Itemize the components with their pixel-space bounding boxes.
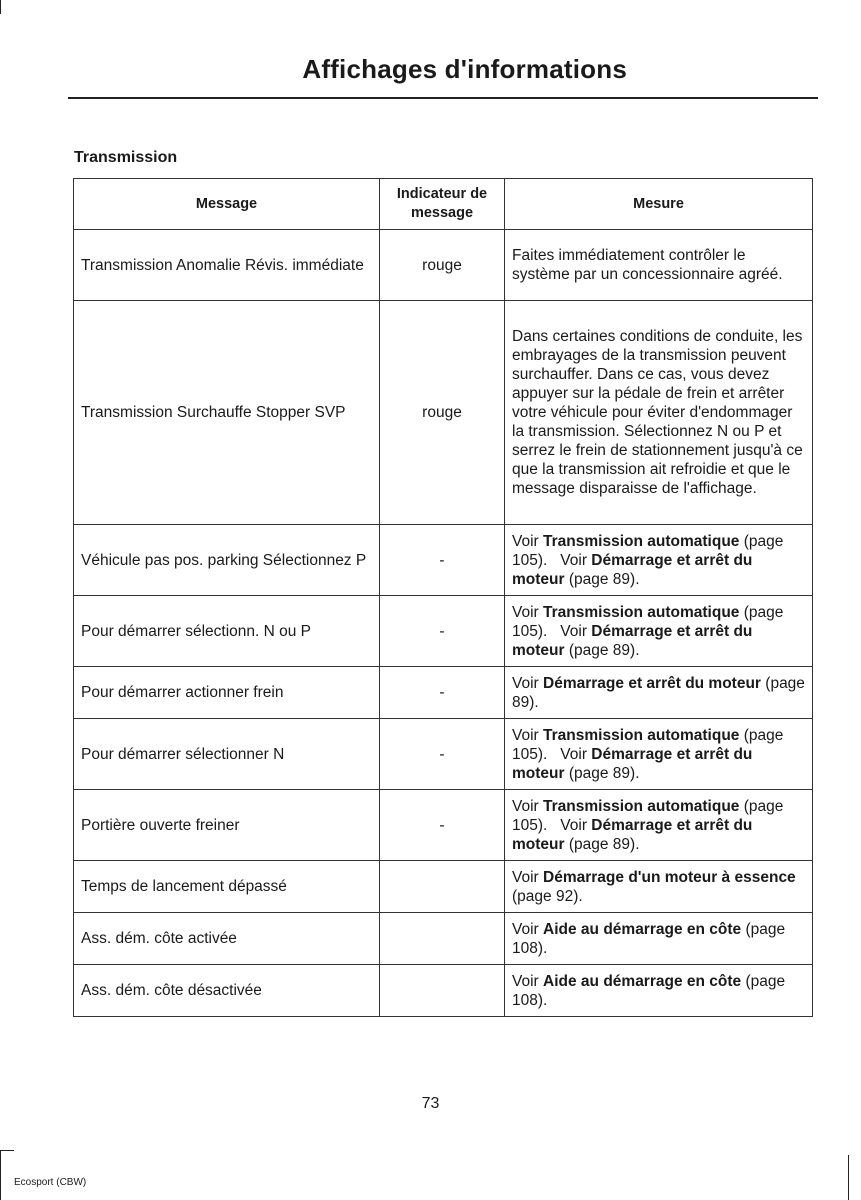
table-row (74, 861, 813, 913)
indicator-cell (380, 861, 505, 913)
voir-text: Voir (512, 532, 539, 550)
action-cell: Dans certaines conditions de conduite, les embrayages de la transmission peuvent surchauffer. Dans ce cas, vous devez appuyer sur la pédale de frein et arrêter votre véhicule pour éviter d'endommager la transmission. Sélectionnez N ou P et serrez le frein de stationnement jusqu'à ce que la transmission ait refroidie et que le message disparaisse de l'affichage. (505, 301, 813, 525)
voir-text: Voir (512, 972, 539, 990)
cross-reference-link[interactable]: Démarrage et arrêt du moteur (512, 745, 753, 782)
column-header-action: Mesure (505, 179, 813, 230)
cross-reference-link[interactable]: Démarrage et arrêt du moteur (512, 816, 753, 853)
message-cell: Transmission Surchauffe Stopper SVP (74, 301, 380, 525)
page-reference: (page 105). (512, 532, 784, 569)
page-reference: (page 89). (568, 764, 640, 782)
page-reference: (page 105). (512, 726, 784, 763)
message-cell: Pour démarrer actionner frein (74, 667, 380, 719)
voir-text: Voir (512, 603, 539, 621)
crop-mark (0, 1150, 14, 1151)
table-row (74, 719, 813, 790)
section-heading: Transmission (74, 149, 178, 166)
page-title: Affichages d'informations (302, 54, 627, 84)
voir-text: Voir (512, 726, 539, 744)
crop-mark (848, 1155, 849, 1200)
voir-text: Voir (512, 920, 539, 938)
voir-text: Voir (560, 745, 587, 763)
messages-table (73, 178, 813, 1017)
page-reference: (page 89). (568, 641, 640, 659)
voir-text: Voir (560, 551, 587, 569)
crop-mark (0, 0, 1, 14)
voir-text: Voir (560, 622, 587, 640)
message-cell: Pour démarrer sélectionn. N ou P (74, 596, 380, 667)
page-number: 73 (421, 1095, 440, 1112)
action-cell (505, 861, 813, 913)
table-row (74, 913, 813, 965)
table-row (74, 525, 813, 596)
page-reference: (page 105). (512, 797, 784, 834)
voir-text: Voir (560, 816, 587, 834)
table-row (74, 230, 813, 301)
action-cell (505, 719, 813, 790)
action-cell (505, 667, 813, 719)
action-cell (505, 596, 813, 667)
page-reference: (page 92). (512, 887, 583, 905)
indicator-cell: - (380, 667, 505, 719)
page-reference: (page 105). (512, 603, 784, 640)
cross-reference-link[interactable]: Transmission automatique (543, 797, 740, 815)
page-reference: (page 89). (512, 674, 805, 711)
indicator-cell (380, 965, 505, 1017)
action-cell (505, 913, 813, 965)
indicator-cell: - (380, 596, 505, 667)
indicator-cell: rouge (380, 230, 505, 301)
cross-reference-link[interactable]: Démarrage et arrêt du moteur (512, 622, 753, 659)
indicator-cell: - (380, 719, 505, 790)
cross-reference-link[interactable]: Démarrage et arrêt du moteur (512, 551, 753, 588)
column-header-message: Message (74, 179, 380, 230)
table-row (74, 790, 813, 861)
cross-reference-link[interactable]: Aide au démarrage en côte (543, 972, 742, 990)
cross-reference-link[interactable]: Transmission automatique (543, 603, 740, 621)
crop-mark (0, 1150, 1, 1200)
message-cell: Portière ouverte freiner (74, 790, 380, 861)
action-cell (505, 965, 813, 1017)
page-reference: (page 108). (512, 920, 786, 957)
title-divider (68, 97, 818, 99)
table-row (74, 667, 813, 719)
column-header-indicator: Indicateur de message (380, 179, 505, 230)
cross-reference-link[interactable]: Démarrage d'un moteur à essence (543, 868, 796, 886)
page-reference: (page 108). (512, 972, 786, 1009)
indicator-cell: - (380, 525, 505, 596)
table-row (74, 301, 813, 525)
action-cell (505, 525, 813, 596)
voir-text: Voir (512, 797, 539, 815)
footer-model-label: Ecosport (CBW) (14, 1177, 87, 1188)
voir-text: Voir (512, 674, 539, 692)
indicator-cell: rouge (380, 301, 505, 525)
action-cell: Faites immédiatement contrôler le système par un concessionnaire agréé. (505, 230, 813, 301)
indicator-cell: - (380, 790, 505, 861)
page-reference: (page 89). (568, 835, 640, 853)
table-row (74, 596, 813, 667)
message-cell: Véhicule pas pos. parking Sélectionnez P (74, 525, 380, 596)
message-cell: Ass. dém. côte activée (74, 913, 380, 965)
message-cell: Transmission Anomalie Révis. immédiate (74, 230, 380, 301)
cross-reference-link[interactable]: Démarrage et arrêt du moteur (543, 674, 761, 692)
cross-reference-link[interactable]: Transmission automatique (543, 532, 740, 550)
cross-reference-link[interactable]: Transmission automatique (543, 726, 740, 744)
table-row (74, 965, 813, 1017)
cross-reference-link[interactable]: Aide au démarrage en côte (543, 920, 742, 938)
message-cell: Ass. dém. côte désactivée (74, 965, 380, 1017)
indicator-cell (380, 913, 505, 965)
voir-text: Voir (512, 868, 539, 886)
page-reference: (page 89). (568, 570, 640, 588)
action-cell (505, 790, 813, 861)
message-cell: Temps de lancement dépassé (74, 861, 380, 913)
table-header-row (74, 179, 813, 230)
message-cell: Pour démarrer sélectionner N (74, 719, 380, 790)
